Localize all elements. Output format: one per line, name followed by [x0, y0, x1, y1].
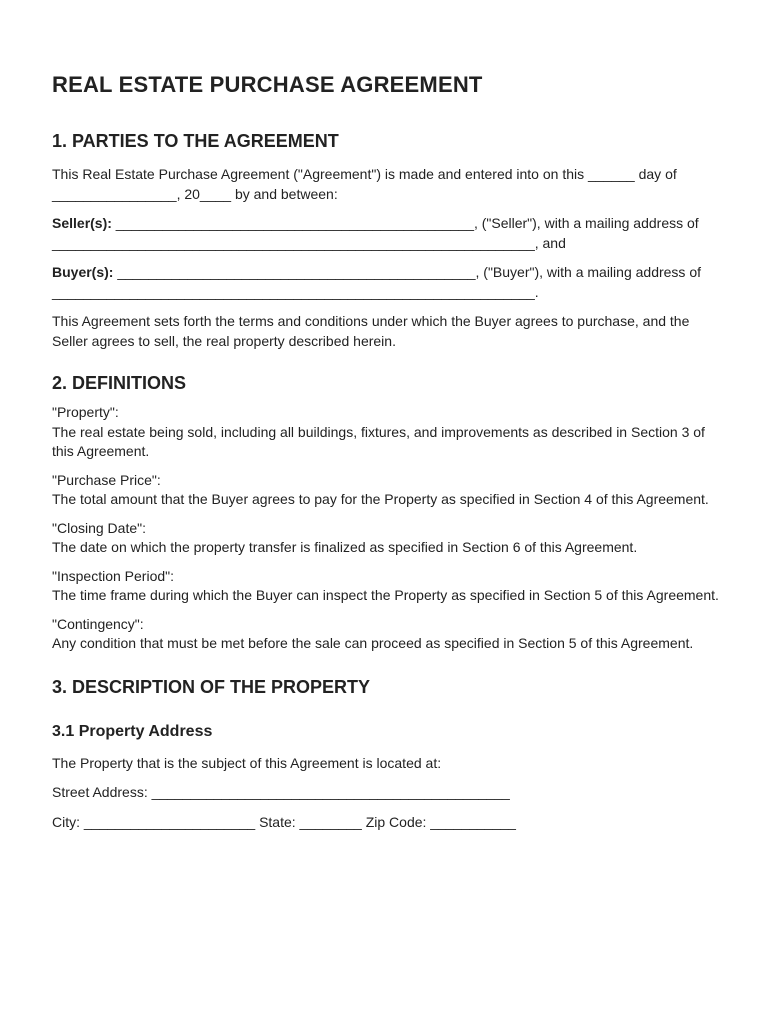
definition-term: "Property":	[52, 404, 119, 420]
definition-purchase-price	[52, 471, 722, 510]
buyer-text: ______________________________________________, ("Buyer"), with a mailing address of ______________________________________________________________.	[52, 264, 701, 300]
street-address-line: Street Address: ______________________________________________	[52, 784, 510, 800]
document-page	[52, 68, 722, 832]
definition-text: The real estate being sold, including all buildings, fixtures, and improvements as described in Section 3 of this Agreement.	[52, 423, 705, 459]
buyer-label: Buyer(s):	[52, 264, 114, 280]
definition-term: "Purchase Price":	[52, 471, 161, 488]
definition-text: The total amount that the Buyer agrees to pay for the Property as specified in Section 4 of this Agreement.	[52, 491, 709, 507]
seller-paragraph	[52, 214, 722, 253]
definition-term: "Closing Date":	[52, 519, 146, 536]
definition-property	[52, 403, 722, 462]
property-location-intro: The Property that is the subject of this Agreement is located at:	[52, 754, 442, 771]
agreement-intro-paragraph: This Real Estate Purchase Agreement ("Agreement") is made and entered into on this ______ day of ________________, 20____ by and between:	[52, 166, 677, 202]
definition-text: The time frame during which the Buyer can inspect the Property as specified in Section 5 of this Agreement.	[52, 587, 719, 603]
section-heading-property-description: 3. DESCRIPTION OF THE PROPERTY	[52, 676, 371, 697]
definition-text: The date on which the property transfer is finalized as specified in Section 6 of this Agreement.	[52, 539, 638, 555]
definition-contingency	[52, 615, 722, 654]
section-heading-parties: 1. PARTIES TO THE AGREEMENT	[52, 131, 339, 151]
city-state-zip-line: City: ______________________ State: ________ Zip Code: ___________	[52, 813, 516, 830]
agreement-purpose-paragraph: This Agreement sets forth the terms and conditions under which the Buyer agrees to purchase, and the Seller agrees to sell, the real property described herein.	[52, 313, 690, 349]
definition-term: "Inspection Period":	[52, 567, 175, 584]
section-heading-definitions: 2. DEFINITIONS	[52, 373, 187, 393]
definition-inspection-period	[52, 567, 722, 606]
buyer-paragraph	[52, 263, 722, 302]
subsection-heading-property-address: 3.1 Property Address	[52, 722, 213, 740]
seller-label: Seller(s):	[52, 215, 112, 231]
definition-term: "Contingency":	[52, 615, 144, 632]
section-definitions	[52, 370, 722, 654]
definition-closing-date	[52, 519, 722, 558]
section-parties	[52, 128, 722, 351]
seller-text: ______________________________________________, ("Seller"), with a mailing address of ______________________________________________________________, and	[52, 215, 699, 251]
definition-text: Any condition that must be met before the sale can proceed as specified in Section 5 of this Agreement.	[52, 635, 694, 651]
document-title: REAL ESTATE PURCHASE AGREEMENT	[52, 72, 483, 97]
section-property-description	[52, 674, 722, 833]
